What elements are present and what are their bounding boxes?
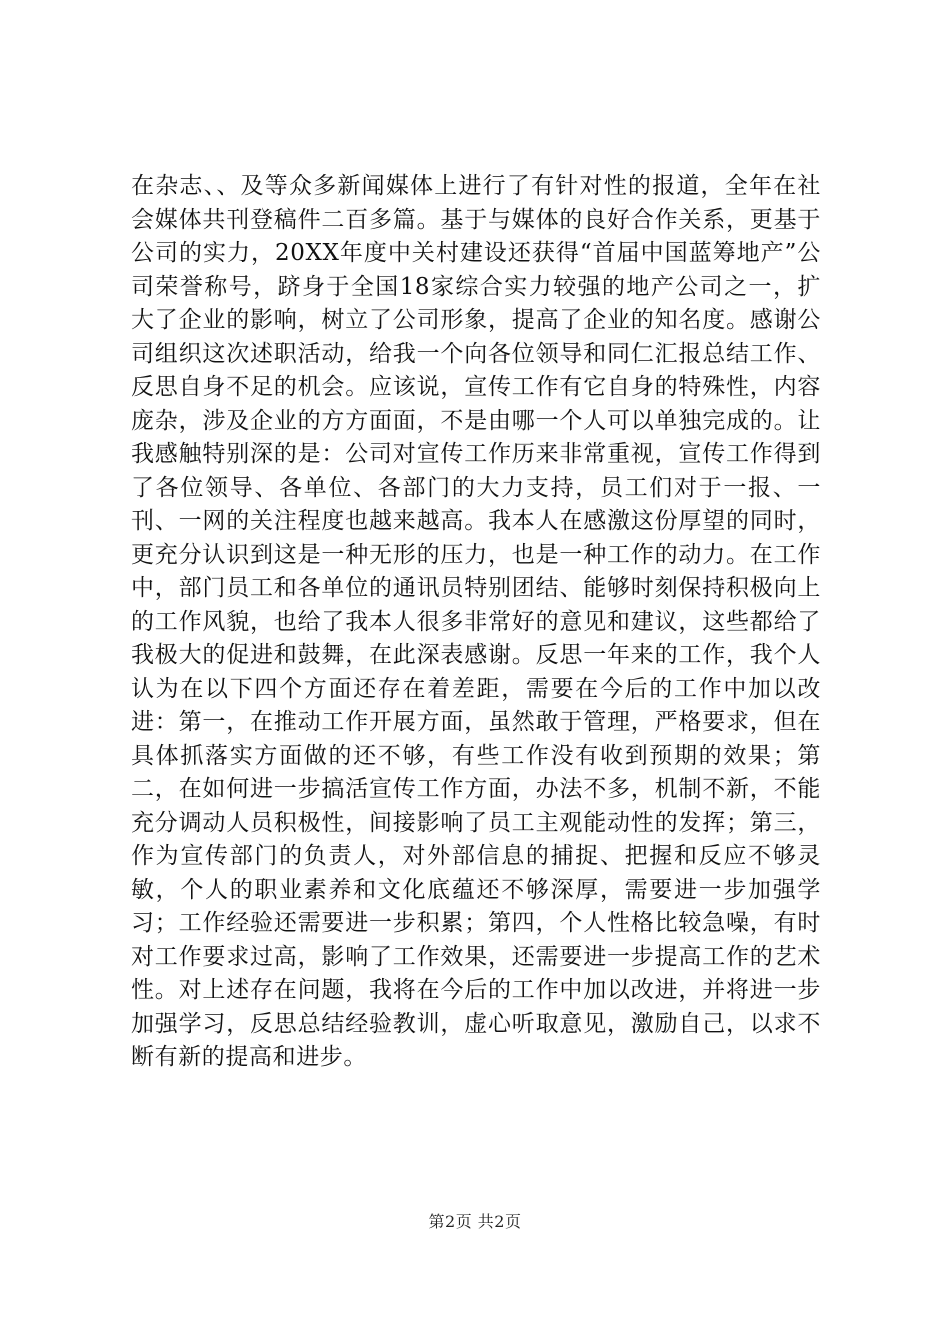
page-footer: 第2页 共2页	[428, 1212, 522, 1231]
body-paragraph: 在杂志、、及等众多新闻媒体上进行了有针对性的报道，全年在社会媒体共刊登稿件二百多篇。基于与媒体的良好合作关系，更基于公司的实力，20XX年度中关村建设还获得“首届中国蓝筹地产”公司荣誉称号，跻身于全国18家综合实力较强的地产公司之一，扩大了企业的影响，树立了公司形象，提高了企业的知名度。感谢公司组织这次述职活动，给我一个向各位领导和同仁汇报总结工作、反思自身不足的机会。应该说，宣传工作有它自身的特殊性，内容庞杂，涉及企业的方方面面，不是由哪一个人可以单独完成的。让我感触特别深的是：公司对宣传工作历来非常重视，宣传工作得到了各位领导、各单位、各部门的大力支持，员工们对于一报、一刊、一网的关注程度也越来越高。我本人在感激这份厚望的同时，更充分认识到这是一种无形的压力，也是一种工作的动力。在工作中，部门员工和各单位的通讯员特别团结、能够时刻保持积极向上的工作风貌，也给了我本人很多非常好的意见和建议，这些都给了我极大的促进和鼓舞，在此深表感谢。反思一年来的工作，我个人认为在以下四个方面还存在着差距，需要在今后的工作中加以改进：第一，在推动工作开展方面，虽然敢于管理，严格要求，但在具体抓落实方面做的还不够，有些工作没有收到预期的效果；第二，在如何进一步搞活宣传工作方面，办法不多，机制不新，不能充分调动人员积极性，间接影响了员工主观能动性的发挥；第三，作为宣传部门的负责人，对外部信息的捕捉、把握和反应不够灵敏，个人的职业素养和文化底蕴还不够深厚，需要进一步加强学习；工作经验还需要进一步积累；第四，个人性格比较急噪，有时对工作要求过高，影响了工作效果，还需要进一步提高工作的艺术性。对上述存在问题，我将在今后的工作中加以改进，并将进一步加强学习，反思总结经验教训，虚心听取意见，激励自己，以求不断有新的提高和进步。	[131, 173, 821, 1070]
